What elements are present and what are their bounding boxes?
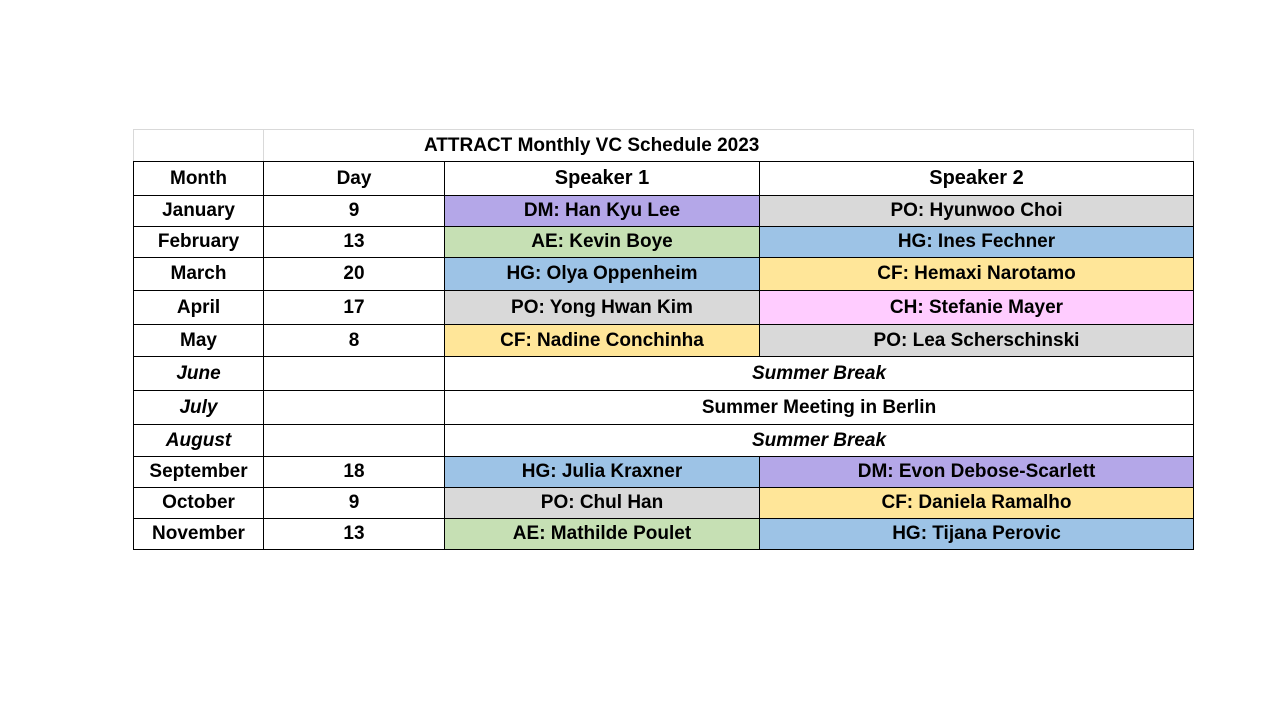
speaker-2-cell: CF: Hemaxi Narotamo	[760, 258, 1194, 291]
day-cell	[264, 357, 445, 391]
table-row	[134, 457, 1194, 488]
day-cell: 18	[264, 457, 445, 488]
table-row	[134, 291, 1194, 325]
speaker-2-cell: PO: Hyunwoo Choi	[760, 196, 1194, 227]
day-cell	[264, 391, 445, 425]
table-row	[134, 258, 1194, 291]
month-cell: November	[134, 519, 264, 550]
day-cell: 13	[264, 227, 445, 258]
schedule-table	[133, 129, 1194, 550]
day-cell	[264, 425, 445, 457]
speaker-1-cell: CF: Nadine Conchinha	[445, 325, 760, 357]
speaker-2-cell: CF: Daniela Ramalho	[760, 488, 1194, 519]
header-month: Month	[134, 162, 264, 196]
note-cell: Summer Break	[445, 357, 1194, 391]
speaker-1-cell: PO: Chul Han	[445, 488, 760, 519]
day-cell: 20	[264, 258, 445, 291]
schedule-sheet	[133, 129, 1194, 550]
day-cell: 9	[264, 196, 445, 227]
header-speaker-1: Speaker 1	[445, 162, 760, 196]
table-row	[134, 357, 1194, 391]
table-row	[134, 227, 1194, 258]
table-row	[134, 519, 1194, 550]
month-cell: February	[134, 227, 264, 258]
speaker-2-cell: PO: Lea Scherschinski	[760, 325, 1194, 357]
table-row	[134, 391, 1194, 425]
month-cell: April	[134, 291, 264, 325]
note-cell: Summer Meeting in Berlin	[445, 391, 1194, 425]
month-cell: October	[134, 488, 264, 519]
month-cell: September	[134, 457, 264, 488]
month-cell: August	[134, 425, 264, 457]
speaker-2-cell: HG: Tijana Perovic	[760, 519, 1194, 550]
month-cell: March	[134, 258, 264, 291]
speaker-1-cell: AE: Mathilde Poulet	[445, 519, 760, 550]
month-cell: May	[134, 325, 264, 357]
table-row	[134, 325, 1194, 357]
speaker-2-cell: CH: Stefanie Mayer	[760, 291, 1194, 325]
title-spacer-cell	[134, 130, 264, 162]
speaker-1-cell: DM: Han Kyu Lee	[445, 196, 760, 227]
day-cell: 8	[264, 325, 445, 357]
schedule-title: ATTRACT Monthly VC Schedule 2023	[264, 130, 1194, 162]
speaker-2-cell: HG: Ines Fechner	[760, 227, 1194, 258]
speaker-1-cell: AE: Kevin Boye	[445, 227, 760, 258]
note-cell: Summer Break	[445, 425, 1194, 457]
speaker-2-cell: DM: Evon Debose-Scarlett	[760, 457, 1194, 488]
header-speaker-2: Speaker 2	[760, 162, 1194, 196]
speaker-1-cell: HG: Olya Oppenheim	[445, 258, 760, 291]
day-cell: 9	[264, 488, 445, 519]
table-row	[134, 488, 1194, 519]
table-row	[134, 425, 1194, 457]
day-cell: 17	[264, 291, 445, 325]
header-day: Day	[264, 162, 445, 196]
month-cell: January	[134, 196, 264, 227]
month-cell: July	[134, 391, 264, 425]
table-row	[134, 196, 1194, 227]
speaker-1-cell: PO: Yong Hwan Kim	[445, 291, 760, 325]
day-cell: 13	[264, 519, 445, 550]
speaker-1-cell: HG: Julia Kraxner	[445, 457, 760, 488]
month-cell: June	[134, 357, 264, 391]
